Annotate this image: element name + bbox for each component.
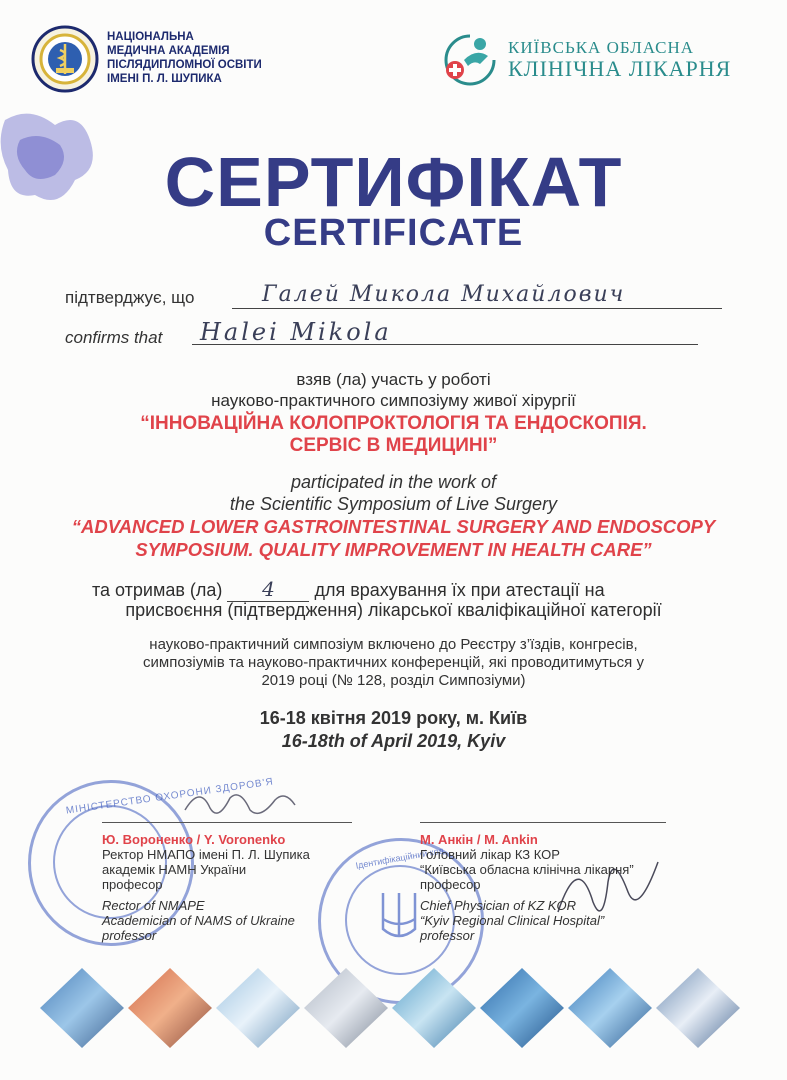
recipient-name-ua-field [232,282,722,309]
photo-doctor-3 [216,968,300,1048]
event-title-en-line-2: SYMPOSIUM. QUALITY IMPROVEMENT IN HEALTH CARE” [135,539,652,560]
registry-line-2: симпозіумів та науково-практичних конференцій, які проводитимуться у [143,654,644,671]
confirms-label-ua: підтверджує, що [65,288,195,307]
photo-robot-4 [304,968,388,1048]
certificate-title-en: CERTIFICATE [263,212,524,254]
academy-logo-icon [30,24,100,94]
right-signatory-en-2: “Kyiv Regional Clinical Hospital” [420,913,605,928]
photo-surgery-6 [480,968,564,1048]
credits-line-2: присвоєння (підтвердження) лікарської кваліфікаційної категорії [125,600,662,620]
event-en-line-2: the Scientific Symposium of Live Surgery [229,494,558,514]
hospital-name-line-1: КИЇВСЬКА ОБЛАСНА [508,38,695,57]
event-title-ua-line-2: СЕРВІС В МЕДИЦИНІ” [289,435,498,456]
right-signatory-ua-3: професор [420,877,481,892]
confirms-label-en: confirms that [65,328,163,347]
left-signatory-en-1: Rector of NMAPE [102,898,205,913]
credits-value: 4 [262,577,275,601]
academy-name [107,30,262,86]
photo-doctor-8 [656,968,740,1048]
left-signatory-en-2: Academician of NAMS of Ukraine [102,913,295,928]
event-ua-line-2: науково-практичного симпозіуму живої хірургії [211,391,576,410]
right-signature-line [420,822,666,823]
right-signatory-en-1: Chief Physician of KZ KOR [420,898,577,913]
left-signatory [102,832,362,943]
hospital-name-line-2: КЛІНІЧНА ЛІКАРНЯ [508,56,732,81]
registry-line-1: науково-практичний симпозіум включено до Реєстру з’їздів, конгресів, [149,636,638,653]
recipient-name-en-field [192,318,698,345]
academy-name-line-2: МЕДИЧНА АКАДЕМІЯ [107,45,230,57]
right-stamp-text: Ідентифікаційний код [354,845,445,871]
right-signatory-en-3: professor [420,928,475,943]
hospital-logo-icon [440,30,500,90]
left-signatory-name: Ю. Вороненко / Y. Voronenko [102,832,286,847]
event-en-line-1: participated in the work of [290,472,497,492]
photo-surgeons-1 [40,968,124,1048]
event-ua-line-1: взяв (ла) участь у роботі [296,370,491,389]
credits-sentence [92,577,605,602]
credits-post: для врахування їх при атестації на [314,580,605,600]
right-signatory-ua-2: “Київська обласна клінічна лікарня” [420,862,634,877]
trident-icon [379,889,419,945]
right-signatory [420,832,700,943]
hospital-name [508,38,731,82]
academy-name-line-3: ПІСЛЯДИПЛОМНОЇ ОСВІТИ [107,59,262,71]
credits-field [227,577,309,602]
left-signature-line [102,822,352,823]
right-signatory-ua-1: Головний лікар КЗ КОР [420,847,560,862]
recipient-name-ua: Галей Микола Михайлович [262,282,626,307]
event-title-en-line-1: “ADVANCED LOWER GASTROINTESTINAL SURGERY AND ENDOSCOPY [71,516,716,537]
academy-name-line-1: НАЦІОНАЛЬНА [107,31,194,43]
right-signatory-name: М. Анкін / M. Ankin [420,832,538,847]
recipient-name-en: Halei Mikola [200,318,392,346]
photo-operation-7 [568,968,652,1048]
left-signatory-ua-1: Ректор НМАПО імені П. Л. Шупика [102,847,310,862]
left-signatory-en-3: professor [102,928,157,943]
registry-line-3: 2019 році (№ 128, розділ Симпозіуми) [261,672,526,689]
event-date-ua: 16-18 квітня 2019 року, м. Київ [259,708,528,728]
academy-name-line-4: ІМЕНІ П. Л. ШУПИКА [107,73,222,85]
photo-strip [40,968,740,1048]
certificate-title-ua: СЕРТИФІКАТ [164,143,623,221]
event-date-en: 16-18th of April 2019, Kyiv [281,731,506,751]
photo-team-5 [392,968,476,1048]
left-signatory-ua-2: академік НАМН України [102,862,247,877]
credits-pre: та отримав (ла) [92,580,223,600]
left-signatory-ua-3: професор [102,877,163,892]
photo-surgery-2 [128,968,212,1048]
event-title-ua-line-1: “ІННОВАЦІЙНА КОЛОПРОКТОЛОГІЯ ТА ЕНДОСКОПІЯ. [140,413,647,434]
left-stamp-text: МІНІСТЕРСТВО ОХОРОНИ ЗДОРОВ'Я [65,776,275,817]
